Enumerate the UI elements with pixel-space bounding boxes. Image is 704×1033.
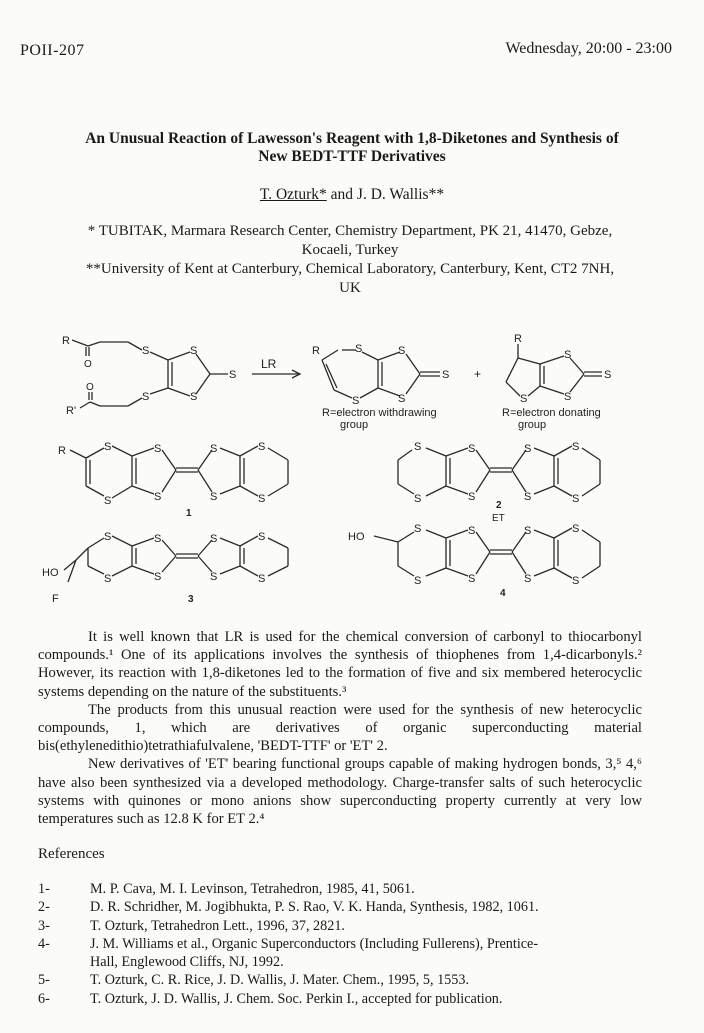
c1-s7: S <box>258 441 266 453</box>
reagent-lr: LR <box>261 357 277 371</box>
label-et: ET <box>492 513 505 524</box>
poster-code: POII-207 <box>20 42 85 59</box>
session-time: Wednesday, 20:00 - 23:00 <box>505 40 672 57</box>
p2-s1: S <box>520 393 528 405</box>
c4-s8: S <box>572 575 580 587</box>
caption-withdraw-2: group <box>340 419 369 431</box>
sm-o-top: O <box>84 359 92 370</box>
c4-s2: S <box>414 575 422 587</box>
p2-s4: S <box>604 369 612 381</box>
c2-s7: S <box>572 441 580 453</box>
reference-item <box>38 898 658 916</box>
c1-s8: S <box>258 493 266 505</box>
label-compound-1: 1 <box>186 508 192 519</box>
c1-r: R <box>58 445 66 457</box>
sm-s2: S <box>142 391 150 403</box>
c3-s5: S <box>210 533 218 545</box>
reference-number: 1- <box>38 881 50 897</box>
c3-s3: S <box>154 533 162 545</box>
caption-donate-1: R=electron donating <box>502 407 601 419</box>
p2-s3: S <box>564 391 572 403</box>
c3-s8: S <box>258 573 266 585</box>
reference-item <box>38 990 658 1008</box>
c2-s4: S <box>468 491 476 503</box>
authors <box>0 186 704 204</box>
c2-s6: S <box>524 491 532 503</box>
c4-s3: S <box>468 525 476 537</box>
abstract-body <box>38 628 642 828</box>
reference-line: T. Ozturk, C. R. Rice, J. D. Wallis, J. Mater. Chem., 1995, 5, 1553. <box>90 972 470 989</box>
sm-s5: S <box>229 369 237 381</box>
c2-s5: S <box>524 443 532 455</box>
c2-s1: S <box>414 441 422 453</box>
caption-donate-2: group <box>518 419 547 431</box>
c4-s4: S <box>468 573 476 585</box>
p2-s2: S <box>564 349 572 361</box>
paragraph-2: The products from this unusual reaction were used for the synthesis of new heterocyclic compounds, 1, which are derivatives of organic superconducting material bis(ethylenedithio)tetrathiafulvalene, 'BEDT-TTF' or 'ET' 2. <box>38 701 642 755</box>
p1-s1: S <box>355 343 363 355</box>
label-compound-4: 4 <box>500 588 506 599</box>
c4-s5: S <box>524 525 532 537</box>
reference-number: 3- <box>38 917 50 934</box>
c3-f: F <box>52 593 59 605</box>
c1-s3: S <box>154 443 162 455</box>
reference-number: 6- <box>38 990 50 1007</box>
c3-ho: HO <box>42 567 59 579</box>
affiliation-2-line-2: UK <box>339 280 361 296</box>
paragraph-1: It is well known that LR is used for the chemical conversion of carbonyl to thiocarbonyl compounds.¹ One of its applications involves the synthesis of thiophenes from 1,4-dicarbonyls.² However, its reaction with 1,8-diketones led to the formation of five and six membered heterocyclic systems depending on the nature of the substituents.³ <box>38 629 642 700</box>
affiliation-1-line-1: * TUBITAK, Marmara Research Center, Chemistry Department, PK 21, 41470, Gebze, <box>87 223 613 239</box>
c2-s8: S <box>572 493 580 505</box>
reference-item <box>38 935 658 972</box>
c4-s6: S <box>524 573 532 585</box>
reference-number: 2- <box>38 899 50 916</box>
reference-line: J. M. Williams et al., Organic Superconductors (Including Fullerens), Prentice- <box>90 935 539 952</box>
reference-item <box>38 917 658 935</box>
p1-r: R <box>312 345 320 357</box>
sm-s3: S <box>190 345 198 357</box>
reference-text <box>90 935 658 972</box>
c3-s6: S <box>210 571 218 583</box>
c1-s4: S <box>154 491 162 503</box>
reference-item <box>38 971 658 989</box>
author-2: J. D. Wallis** <box>356 186 445 203</box>
references-heading: References <box>38 846 105 862</box>
caption-withdraw-1: R=electron withdrawing <box>322 407 437 419</box>
sm-s4: S <box>190 391 198 403</box>
c4-s1: S <box>414 523 422 535</box>
p1-s3: S <box>398 345 406 357</box>
reference-line: T. Ozturk, J. D. Wallis, J. Chem. Soc. Perkin I., accepted for publication. <box>90 990 503 1007</box>
paper-title <box>30 130 674 166</box>
affiliation-2-line-1: **University of Kent at Canterbury, Chemical Laboratory, Canterbury, Kent, CT2 7NH, <box>85 261 615 277</box>
paragraph-3: New derivatives of 'ET' bearing functional groups capable of making hydrogen bonds, 3,⁵ 4,⁶ have also been synthesized via a developed methodology. Charge-transfer salts of such heterocyclic systems with quinones or mono anions show superconducting property currently at very low temperatures such as 12.8 K for ET 2.⁴ <box>38 756 642 828</box>
c1-s6: S <box>210 491 218 503</box>
reference-line: M. P. Cava, M. I. Levinson, Tetrahedron, 1985, 41, 5061. <box>90 881 415 897</box>
reference-line: D. R. Schridher, M. Jogibhukta, P. S. Rao, V. K. Handa, Synthesis, 1982, 1061. <box>90 899 539 916</box>
c1-s2: S <box>104 495 112 507</box>
c2-s2: S <box>414 493 422 505</box>
reference-text <box>90 971 658 989</box>
reference-text <box>90 990 658 1008</box>
plus-sign: + <box>474 367 482 381</box>
references-list <box>38 880 658 1008</box>
reference-item <box>38 880 658 898</box>
affiliation-1 <box>40 222 660 260</box>
reference-line: Hall, Englewood Cliffs, NJ, 1992. <box>90 954 284 971</box>
reference-text <box>90 917 658 935</box>
reference-text <box>90 898 658 916</box>
c1-s1: S <box>104 441 112 453</box>
c1-s5: S <box>210 443 218 455</box>
c3-s2: S <box>104 573 112 585</box>
p2-r: R <box>514 333 522 345</box>
c3-s1: S <box>104 531 112 543</box>
c2-s3: S <box>468 443 476 455</box>
c4-s7: S <box>572 523 580 535</box>
affiliation-1-line-2: Kocaeli, Turkey <box>301 242 399 258</box>
sm-r-prime: R' <box>66 405 77 417</box>
c4-ho: HO <box>348 531 365 543</box>
p1-s2: S <box>352 395 360 407</box>
reference-text <box>90 880 658 898</box>
reference-line: T. Ozturk, Tetrahedron Lett., 1996, 37, 2821. <box>90 917 345 934</box>
reference-number: 5- <box>38 972 50 989</box>
author-1: T. Ozturk* <box>259 186 327 203</box>
p1-s5: S <box>442 369 450 381</box>
sm-r: R <box>62 335 70 347</box>
p1-s4: S <box>398 393 406 405</box>
reference-number: 4- <box>38 935 50 952</box>
title-line-2: New BEDT-TTF Derivatives <box>258 148 446 165</box>
label-compound-2: 2 <box>496 500 502 511</box>
sm-s1: S <box>142 345 150 357</box>
title-line-1: An Unusual Reaction of Lawesson's Reagent with 1,8-Diketones and Synthesis of <box>85 130 619 147</box>
c3-s7: S <box>258 531 266 543</box>
affiliation-2 <box>40 260 660 298</box>
c3-s4: S <box>154 571 162 583</box>
sm-o-bottom: O <box>86 382 94 393</box>
reaction-scheme <box>0 320 704 610</box>
author-joiner: and <box>326 186 357 203</box>
label-compound-3: 3 <box>188 594 194 605</box>
